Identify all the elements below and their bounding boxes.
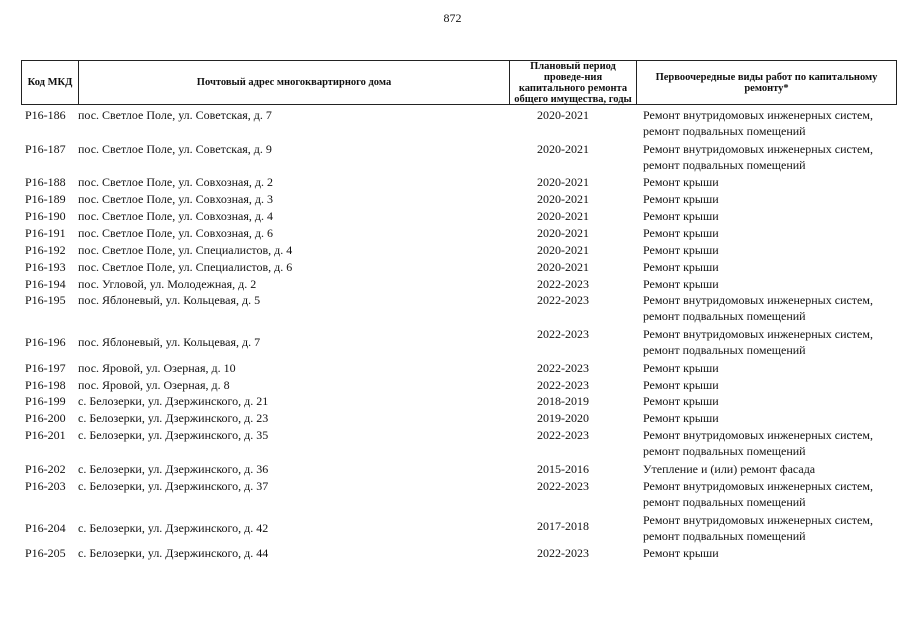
- row-works-line: Ремонт крыши: [643, 277, 719, 291]
- row-address: с. Белозерки, ул. Дзержинского, д. 37: [78, 479, 269, 493]
- row-code: Р16-197: [25, 361, 66, 375]
- row-address: пос. Яровой, ул. Озерная, д. 8: [78, 378, 230, 392]
- row-works: [643, 377, 903, 393]
- row-address: с. Белозерки, ул. Дзержинского, д. 35: [78, 428, 269, 442]
- row-address: пос. Светлое Поле, ул. Специалистов, д. 4: [78, 243, 293, 257]
- row-code: Р16-204: [25, 521, 66, 535]
- row-works: [643, 461, 903, 477]
- row-works-line: Ремонт внутридомовых инженерных систем,: [643, 479, 873, 493]
- row-works-line: Ремонт внутридомовых инженерных систем,: [643, 513, 873, 527]
- row-works: [643, 242, 903, 258]
- row-works-line: ремонт подвальных помещений: [643, 124, 806, 138]
- row-works-line: Ремонт внутридомовых инженерных систем,: [643, 428, 873, 442]
- row-address: пос. Светлое Поле, ул. Совхозная, д. 4: [78, 209, 273, 223]
- row-works: [643, 393, 903, 409]
- row-works: [643, 410, 903, 426]
- row-code: Р16-200: [25, 411, 66, 425]
- row-works: [643, 174, 903, 190]
- row-address: с. Белозерки, ул. Дзержинского, д. 21: [78, 394, 269, 408]
- row-period: 2022-2023: [537, 293, 589, 307]
- row-works-line: Ремонт крыши: [643, 260, 719, 274]
- row-code: Р16-203: [25, 479, 66, 493]
- row-works-line: Ремонт внутридомовых инженерных систем,: [643, 327, 873, 341]
- row-period: 2020-2021: [537, 243, 589, 257]
- row-works: [643, 141, 903, 173]
- row-works-line: ремонт подвальных помещений: [643, 343, 806, 357]
- row-works-line: ремонт подвальных помещений: [643, 158, 806, 172]
- row-works-line: Ремонт крыши: [643, 361, 719, 375]
- row-code: Р16-193: [25, 260, 66, 274]
- row-works-line: ремонт подвальных помещений: [643, 495, 806, 509]
- row-address: пос. Яблоневый, ул. Кольцевая, д. 5: [78, 293, 261, 307]
- page-number: 872: [443, 11, 462, 25]
- row-period: 2022-2023: [537, 327, 589, 341]
- row-address: пос. Угловой, ул. Молодежная, д. 2: [78, 277, 257, 291]
- row-period: 2020-2021: [537, 192, 589, 206]
- row-period: 2020-2021: [537, 260, 589, 274]
- row-period: 2022-2023: [537, 361, 589, 375]
- row-period: 2020-2021: [537, 226, 589, 240]
- row-works: [643, 259, 903, 275]
- row-works: [643, 225, 903, 241]
- header-period: Плановый период проведе-ния капитального ремонта общего имущества, годы: [509, 61, 636, 104]
- row-period: 2022-2023: [537, 546, 589, 560]
- row-code: Р16-194: [25, 277, 66, 291]
- row-code: Р16-192: [25, 243, 66, 257]
- row-works: [643, 478, 903, 510]
- row-works-line: Ремонт крыши: [643, 394, 719, 408]
- row-code: Р16-187: [25, 142, 66, 156]
- row-works-line: Ремонт крыши: [643, 226, 719, 240]
- row-code: Р16-189: [25, 192, 66, 206]
- row-works-line: Ремонт внутридомовых инженерных систем,: [643, 142, 873, 156]
- row-works-line: Ремонт крыши: [643, 209, 719, 223]
- row-works: [643, 292, 903, 324]
- row-period: 2020-2021: [537, 108, 589, 122]
- row-code: Р16-195: [25, 293, 66, 307]
- row-code: Р16-201: [25, 428, 66, 442]
- row-address: с. Белозерки, ул. Дзержинского, д. 36: [78, 462, 269, 476]
- row-works-line: Ремонт крыши: [643, 411, 719, 425]
- row-works: [643, 276, 903, 292]
- row-period: 2022-2023: [537, 378, 589, 392]
- row-works-line: ремонт подвальных помещений: [643, 444, 806, 458]
- row-address: пос. Яблоневый, ул. Кольцевая, д. 7: [78, 335, 261, 349]
- row-works-line: Ремонт крыши: [643, 175, 719, 189]
- row-address: пос. Светлое Поле, ул. Советская, д. 7: [78, 108, 272, 122]
- row-works-line: Ремонт крыши: [643, 378, 719, 392]
- row-works-line: Ремонт крыши: [643, 192, 719, 206]
- row-works: [643, 191, 903, 207]
- row-code: Р16-190: [25, 209, 66, 223]
- row-period: 2019-2020: [537, 411, 589, 425]
- row-address: пос. Светлое Поле, ул. Советская, д. 9: [78, 142, 272, 156]
- row-works: [643, 326, 903, 358]
- row-code: Р16-188: [25, 175, 66, 189]
- row-code: Р16-198: [25, 378, 66, 392]
- row-code: Р16-186: [25, 108, 66, 122]
- row-period: 2022-2023: [537, 479, 589, 493]
- row-address: с. Белозерки, ул. Дзержинского, д. 23: [78, 411, 269, 425]
- row-works: [643, 512, 903, 544]
- row-address: пос. Светлое Поле, ул. Совхозная, д. 3: [78, 192, 273, 206]
- row-works-line: Ремонт крыши: [643, 243, 719, 257]
- row-period: 2020-2021: [537, 175, 589, 189]
- row-works: [643, 427, 903, 459]
- row-code: Р16-205: [25, 546, 66, 560]
- row-period: 2018-2019: [537, 394, 589, 408]
- row-code: Р16-191: [25, 226, 66, 240]
- row-works-line: Ремонт крыши: [643, 546, 719, 560]
- row-works-line: Утепление и (или) ремонт фасада: [643, 462, 816, 476]
- row-period: 2020-2021: [537, 209, 589, 223]
- row-address: с. Белозерки, ул. Дзержинского, д. 42: [78, 521, 269, 535]
- row-works-line: ремонт подвальных помещений: [643, 309, 806, 323]
- row-address: с. Белозерки, ул. Дзержинского, д. 44: [78, 546, 269, 560]
- row-works-line: ремонт подвальных помещений: [643, 529, 806, 543]
- row-works: [643, 545, 903, 561]
- header-works: Первоочередные виды работ по капитальному ремонту*: [636, 61, 896, 104]
- row-works-line: Ремонт внутридомовых инженерных систем,: [643, 108, 873, 122]
- header-address: Почтовый адрес многоквартирного дома: [78, 61, 509, 104]
- row-period: 2022-2023: [537, 277, 589, 291]
- row-address: пос. Светлое Поле, ул. Совхозная, д. 6: [78, 226, 273, 240]
- row-address: пос. Светлое Поле, ул. Специалистов, д. 6: [78, 260, 293, 274]
- row-code: Р16-196: [25, 335, 66, 349]
- row-works: [643, 107, 903, 139]
- row-period: 2015-2016: [537, 462, 589, 476]
- row-period: 2017-2018: [537, 519, 589, 533]
- row-period: 2020-2021: [537, 142, 589, 156]
- row-address: пос. Яровой, ул. Озерная, д. 10: [78, 361, 236, 375]
- row-address: пос. Светлое Поле, ул. Совхозная, д. 2: [78, 175, 273, 189]
- row-works: [643, 360, 903, 376]
- row-works: [643, 208, 903, 224]
- row-period: 2022-2023: [537, 428, 589, 442]
- row-code: Р16-199: [25, 394, 66, 408]
- row-works-line: Ремонт внутридомовых инженерных систем,: [643, 293, 873, 307]
- row-code: Р16-202: [25, 462, 66, 476]
- header-code: Код МКД: [27, 77, 73, 88]
